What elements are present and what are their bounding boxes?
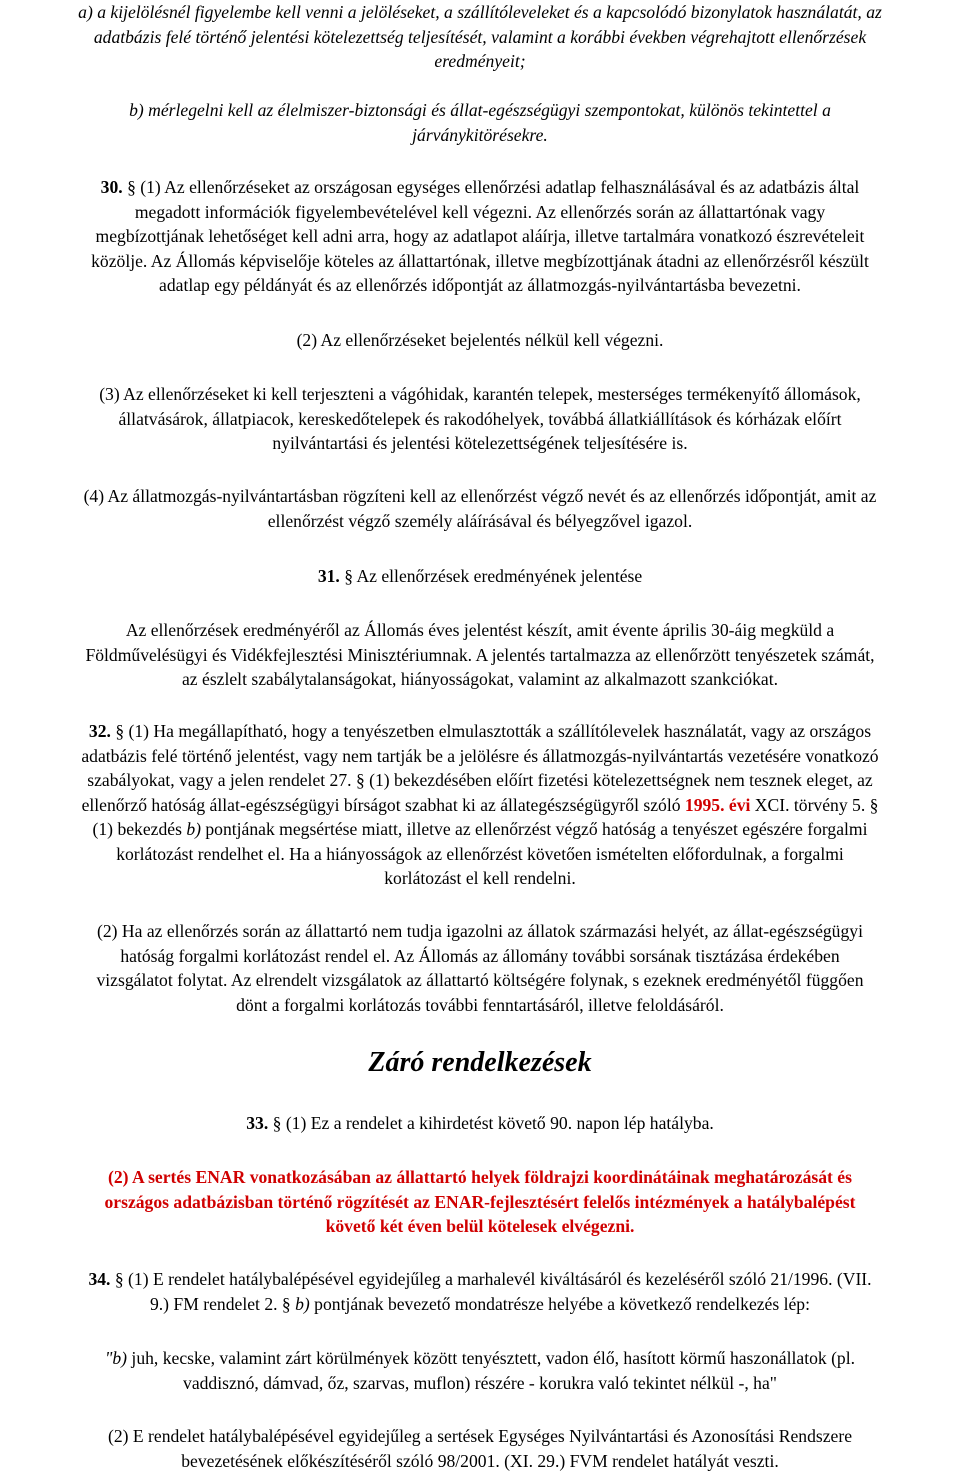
text-line: vaddisznó, dámvad, őz, szarvas, muflon) részére - korukra való tekintet nélkül -, ha" xyxy=(183,1372,777,1393)
point-letter: b) xyxy=(295,1293,310,1314)
text-line: (1) Ez a rendelet a kihirdetést követő 90. napon lép hatályba. xyxy=(281,1113,714,1133)
section-34-quote xyxy=(0,1346,960,1395)
text-line: követő két éven belül kötelesek elvégezni. xyxy=(325,1216,635,1236)
text-line: hatóság forgalmi korlátozást rendel el. Az Állomás az állomány további sorsának tisztázása érdekében xyxy=(120,945,840,966)
section-sign-link[interactable]: § xyxy=(281,1293,291,1314)
text-line: adatbázis felé történő jelentési kötelezettség teljesítését, valamint a korábbi években végrehajtott ellenőrzések xyxy=(93,26,867,47)
text-line: pontjának megsértése miatt, illetve az ellenőrzést végző hatóság a tenyészet egészére forgalmi xyxy=(200,819,868,839)
section-sign-link[interactable]: § xyxy=(272,1113,282,1133)
section-number: 34. xyxy=(88,1269,111,1289)
text-line: 9.) FM rendelet 2. xyxy=(149,1293,282,1314)
point-letter: b) xyxy=(186,819,201,839)
text-line: Földművelésügyi és Vidékfejlesztési Minisztériumnak. A jelentés tartalmazza az ellenőrzött tenyészetek számát, xyxy=(85,644,875,665)
section-33-paragraph-1 xyxy=(0,1111,960,1136)
section-34-paragraph-1 xyxy=(0,1267,960,1316)
text-line: országos adatbázisban történő rögzítését az ENAR-fejlesztésért felelős intézmények a hatálybalépést xyxy=(104,1191,856,1212)
text-line: juh, kecske, valamint zárt körülmények között tenyésztett, vadon élő, hasított körmű haszonállatok (pl. xyxy=(127,1348,856,1368)
law-year-link[interactable]: 1995. évi xyxy=(684,794,751,815)
text-line: (1) bekezdés xyxy=(92,819,187,839)
section-sign-link[interactable]: § xyxy=(344,566,354,586)
text-line: (1) E rendelet hatálybalépésével egyidejűleg a marhalevél kiváltásáról és kezeléséről szóló 21/1996. (VII. xyxy=(123,1269,872,1289)
text-line: vizsgálatot folytat. Az elrendelt vizsgálatok az állattartó költségére folynak, s ezeknek eredményétől függően xyxy=(96,970,864,990)
text-line: dönt a forgalmi korlátozás további fenntartásáról, illetve feloldásáról. xyxy=(236,994,724,1015)
section-number: 31. xyxy=(317,566,340,586)
section-32-paragraph-2 xyxy=(0,919,960,1017)
section-30-paragraph-4 xyxy=(0,484,960,533)
section-30-paragraph-2 xyxy=(0,328,960,353)
section-32-paragraph-1 xyxy=(0,719,960,891)
text-line: adatlap egy példányát és az ellenőrzés időpontját az állatmozgás-nyilvántartásba bevezetni. xyxy=(159,275,801,295)
text-line: a) a kijelölésnél figyelembe kell venni a jelöléseket, a szállítóleveleket és a kapcsolódó bizonylatok használatát, az xyxy=(78,2,882,22)
text-line: (1) bekezdésében előírt fizetési kötelezettségnek nem tesznek eleget, az xyxy=(364,770,873,790)
text-line: (2) Ha az ellenőrzés során az állattartó nem tudja igazolni az állatok származási helyét, az állat-egészségügyi xyxy=(97,921,863,941)
text-line: korlátozást el kell rendelni. xyxy=(384,868,576,888)
paragraph-b xyxy=(0,98,960,147)
section-sign-link[interactable]: § xyxy=(355,770,365,790)
text-line: korlátozást rendelhet el. Ha a hiányosságok az ellenőrzést követően ismételten előfordulnak, a forgalmi xyxy=(116,843,844,864)
text-line: járványkitörésekre. xyxy=(412,124,548,145)
section-number: 33. xyxy=(246,1113,269,1133)
heading-text: Záró rendelkezések xyxy=(368,1047,592,1078)
section-31-body xyxy=(0,618,960,692)
text-line: (4) Az állatmozgás-nyilvántartásban rögzíteni kell az ellenőrzést végző nevét és az ellenőrzés időpontját, amit az xyxy=(83,486,877,506)
point-letter: "b) xyxy=(104,1348,128,1368)
section-number: 30. xyxy=(100,177,123,197)
text-line: közölje. Az Állomás képviselője köteles az állattartónak, illetve megbízottjának átadni az ellenőrzésről készült xyxy=(91,250,869,271)
text-line: eredményeit; xyxy=(434,51,526,71)
text-line: (2) A sertés ENAR vonatkozásában az állattartó helyek földrajzi koordinátáinak meghatározását és xyxy=(108,1167,852,1187)
text-line: (2) E rendelet hatálybalépésével egyidejűleg a sertések Egységes Nyilvántartási és Azonosítási Rendszere xyxy=(107,1426,853,1446)
text-line: Az ellenőrzések eredményéről az Állomás éves jelentést készít, amit évente április 30-áig megküld a xyxy=(125,620,835,640)
text-line: (2) Az ellenőrzéseket bejelentés nélkül kell végezni. xyxy=(296,330,664,350)
section-sign-link[interactable]: § xyxy=(869,794,879,815)
section-heading xyxy=(0,1046,960,1080)
text-line: állatvásárok, állatpiacok, kereskedőtelepek és rakodóhelyek, továbbá állatkiállítások és kórházak előírt xyxy=(118,408,842,429)
section-sign-link[interactable]: § xyxy=(115,721,125,741)
text-line: (3) Az ellenőrzéseket ki kell terjeszteni a vágóhidak, karantén telepek, mesterséges termékenyítő állomások, xyxy=(99,384,861,404)
text-line: szabályokat, vagy a jelen rendelet 27. xyxy=(87,770,356,790)
text-line: ellenőrző hatóság állat-egészségügyi bírságot szabhat ki az állategészségügyről szóló xyxy=(81,794,685,815)
section-sign-link[interactable]: § xyxy=(114,1269,124,1289)
paragraph-a xyxy=(0,0,960,74)
section-30-paragraph-1 xyxy=(0,175,960,298)
text-line: pontjának bevezető mondatrésze helyébe a következő rendelkezés lép: xyxy=(309,1293,810,1314)
text-line: (1) Az ellenőrzéseket az országosan egységes ellenőrzési adatlap felhasználásával és az adatbázis által xyxy=(135,177,860,197)
text-line: ellenőrzést végző személy aláírásával és bélyegzővel igazol. xyxy=(267,510,693,531)
section-sign-link[interactable]: § xyxy=(127,177,136,197)
section-30-paragraph-3 xyxy=(0,382,960,456)
section-33-paragraph-2 xyxy=(0,1165,960,1239)
section-number: 32. xyxy=(88,721,111,741)
text-line: megbízottjának lehetőséget kell adni arra, hogy az adatlapot aláírja, illetve tartalmára vonatkozó észrevételeit xyxy=(95,226,865,246)
text-line: (1) Ha megállapítható, hogy a tenyészetben elmulasztották a szállítólevelek használatát, vagy az országos xyxy=(124,721,872,741)
text-line: az észlelt szabálytalanságokat, hiányosságokat, valamint az alkalmazott szankciókat. xyxy=(182,669,778,689)
section-title: Az ellenőrzések eredményének jelentése xyxy=(353,566,643,586)
text-line: megadott információk figyelembevételével kell végezni. Az ellenőrzés során az állattartónak vagy xyxy=(134,201,826,222)
text-line: adatbázis felé történő jelentést, vagy nem tartják be a jelölésre és állatmozgás-nyilvántartás vezetésére vonatkozó xyxy=(81,745,879,766)
text-line: XCI. törvény 5. xyxy=(750,794,870,815)
section-31-title xyxy=(0,564,960,589)
text-line: bevezetésének előkészítéséről szóló 98/2001. (XI. 29.) FVM rendelet hatályát veszti. xyxy=(181,1450,779,1471)
text-line: b) mérlegelni kell az élelmiszer-biztonsági és állat-egészségügyi szempontokat, különös tekintettel a xyxy=(129,100,831,120)
section-34-paragraph-2 xyxy=(0,1424,960,1473)
text-line: nyilvántartási és jelentési kötelezettségének teljesítésére is. xyxy=(272,433,688,453)
